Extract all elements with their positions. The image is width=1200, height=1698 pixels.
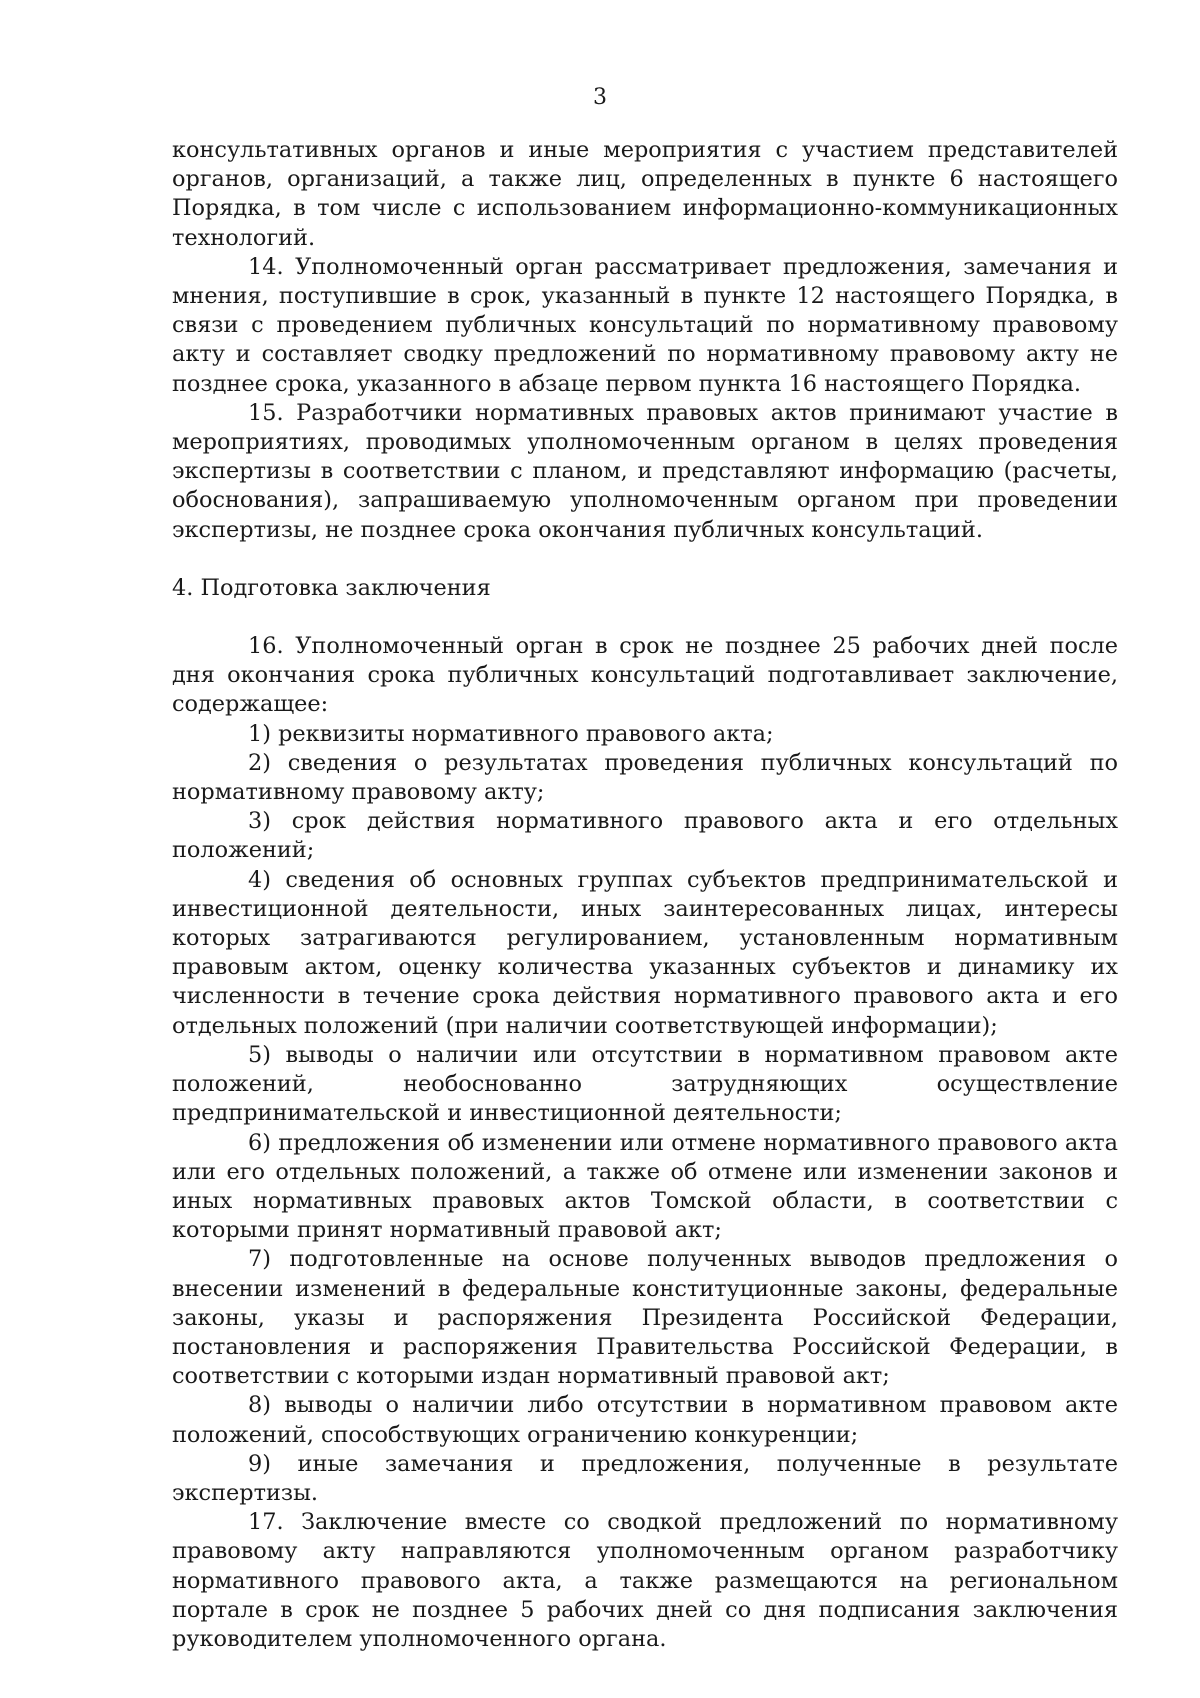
list-item-1: 1) реквизиты нормативного правового акта; — [248, 720, 774, 747]
page-number: 3 — [593, 85, 607, 110]
paragraph-14: 14. Уполномоченный орган рассматривает предложения, замечания и мнения, поступившие в срок, указанный в пункте 12 настоящего Порядка, в связи с проведением публичных консультаций по нормативному правовому акту и составляет сводку предложений по нормативному правовому акту не позднее срока, указанного в абзаце первом пункта 16 настоящего Порядка. — [172, 253, 1118, 397]
paragraph-15: 15. Разработчики нормативных правовых актов принимают участие в мероприятиях, проводимых уполномоченным органом в целях проведения экспертизы в соответствии с планом, и представляют информацию (расчеты, обоснования), запрашиваемую уполномоченным органом при проведении экспертизы, не позднее срока окончания публичных консультаций. — [172, 399, 1118, 543]
section-heading: 4. Подготовка заключения — [172, 574, 491, 601]
list-item-5: 5) выводы о наличии или отсутствии в нормативном правовом акте положений, необоснованно затрудняющих осуществление предпринимательской и инвестиционной деятельности; — [172, 1041, 1118, 1127]
list-item-3: 3) срок действия нормативного правового акта и его отдельных положений; — [172, 808, 1118, 864]
document-body — [172, 136, 1118, 1654]
list-item-8: 8) выводы о наличии либо отсутствии в нормативном правовом акте положений, способствующих ограничению конкуренции; — [172, 1392, 1118, 1448]
list-item-6: 6) предложения об изменении или отмене нормативного правового акта или его отдельных положений, а также об отмене или изменении законов и иных нормативных правовых актов Томской области, в соответствии с которыми принят нормативный правовой акт; — [172, 1129, 1118, 1244]
list-item-7: 7) подготовленные на основе полученных выводов предложения о внесении изменений в федеральные конституционные законы, федеральные законы, указы и распоряжения Президента Российской Федерации, постановления и распоряжения Правительства Российской Федерации, в соответствии с которыми издан нормативный правовой акт; — [172, 1246, 1118, 1390]
list-item-4: 4) сведения об основных группах субъектов предпринимательской и инвестиционной деятельности, иных заинтересованных лицах, интересы которых затрагиваются регулированием, установленным нормативным правовым актом, оценку количества указанных субъектов и динамику их численности в течение срока действия нормативного правового акта и его отдельных положений (при наличии соответствующей информации); — [172, 866, 1118, 1039]
paragraph-continuation: консультативных органов и иные мероприятия с участием представителей органов, организаций, а также лиц, определенных в пункте 6 настоящего Порядка, в том числе с использованием информационно-коммуникационных технологий. — [172, 137, 1118, 251]
list-item-9: 9) иные замечания и предложения, полученные в результате экспертизы. — [172, 1450, 1118, 1506]
paragraph-17: 17. Заключение вместе со сводкой предложений по нормативному правовому акту направляются уполномоченным органом разработчику нормативного правового акта, а также размещаются на региональном портале в срок не позднее 5 рабочих дней со дня подписания заключения руководителем уполномоченного органа. — [172, 1509, 1118, 1652]
list-item-2: 2) сведения о результатах проведения публичных консультаций по нормативному правовому акту; — [172, 749, 1118, 806]
paragraph-16: 16. Уполномоченный орган в срок не позднее 25 рабочих дней после дня окончания срока публичных консультаций подготавливает заключение, содержащее: — [172, 633, 1118, 718]
